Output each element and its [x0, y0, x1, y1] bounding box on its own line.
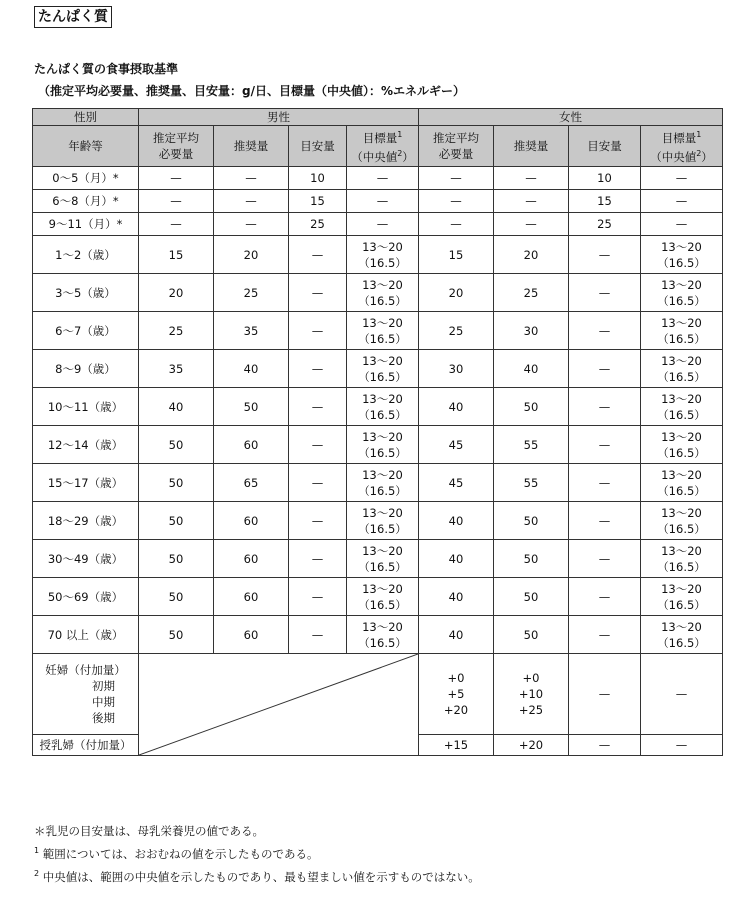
male-ai-cell: — — [289, 274, 347, 312]
male-ear-cell: 50 — [139, 502, 214, 540]
female-dg-cell: 13～20 （16.5） — [641, 274, 723, 312]
female-ai-cell: — — [569, 350, 641, 388]
male-ear-header — [139, 126, 214, 167]
female-ai-cell: 10 — [569, 167, 641, 190]
male-dg-cell: — — [347, 213, 419, 236]
male-ai-cell: — — [289, 388, 347, 426]
female-rda-header: 推奨量 — [494, 126, 569, 167]
table-row — [33, 190, 723, 213]
ear-label: 推定平均 必要量 — [153, 131, 199, 161]
footnote-1-text: 範囲については、おおむねの値を示したものである。 — [42, 846, 319, 861]
median-sup: 2 — [397, 149, 403, 158]
table-row — [33, 213, 723, 236]
male-dg-cell: 13～20 （16.5） — [347, 350, 419, 388]
stage-late: 後期 — [92, 711, 115, 725]
male-rda-cell: 60 — [214, 578, 289, 616]
female-dg-cell: 13～20 （16.5） — [641, 312, 723, 350]
female-ear-cell: 40 — [419, 578, 494, 616]
dg-sup: 1 — [397, 130, 403, 140]
male-ai-cell: — — [289, 464, 347, 502]
female-ai-cell: — — [569, 540, 641, 578]
male-ear-cell: 50 — [139, 464, 214, 502]
male-dg-cell: — — [347, 190, 419, 213]
diagonal-slash-cell — [139, 654, 419, 756]
male-rda-cell: — — [214, 213, 289, 236]
female-ai-cell: — — [569, 274, 641, 312]
age-cell: 15～17（歳） — [33, 464, 139, 502]
female-dg-cell: 13～20 （16.5） — [641, 388, 723, 426]
male-rda-cell: 60 — [214, 426, 289, 464]
pregnant-female-dg-cell: — — [641, 654, 723, 735]
lactating-female-rda-cell: +20 — [494, 735, 569, 756]
male-rda-cell: 20 — [214, 236, 289, 274]
female-ear-cell: 45 — [419, 464, 494, 502]
table-row — [33, 167, 723, 190]
male-ear-cell: 35 — [139, 350, 214, 388]
median-label: （中央値 — [650, 149, 697, 164]
age-cell: 70 以上（歳） — [33, 616, 139, 654]
age-header: 年齢等 — [33, 126, 139, 167]
male-ear-cell: — — [139, 213, 214, 236]
age-cell: 30～49（歳） — [33, 540, 139, 578]
male-dg-cell: 13～20 （16.5） — [347, 502, 419, 540]
male-ear-cell: 50 — [139, 426, 214, 464]
female-ear-cell: 15 — [419, 236, 494, 274]
female-dg-cell: 13～20 （16.5） — [641, 578, 723, 616]
median-close: ） — [402, 149, 414, 164]
male-rda-cell: — — [214, 190, 289, 213]
male-ai-cell: 10 — [289, 167, 347, 190]
female-dg-cell: 13～20 （16.5） — [641, 426, 723, 464]
female-ai-cell: — — [569, 502, 641, 540]
female-ai-header: 目安量 — [569, 126, 641, 167]
female-ai-cell: — — [569, 578, 641, 616]
male-ai-cell: — — [289, 312, 347, 350]
female-ear-cell: 40 — [419, 540, 494, 578]
female-ai-cell: — — [569, 426, 641, 464]
footnote-infant: ＊乳児の目安量は、母乳栄養児の値である。 — [34, 824, 264, 838]
table-row — [33, 312, 723, 350]
male-dg-cell: 13～20 （16.5） — [347, 616, 419, 654]
table-row — [33, 236, 723, 274]
female-rda-cell: 25 — [494, 274, 569, 312]
female-rda-cell: — — [494, 213, 569, 236]
female-dg-cell: 13～20 （16.5） — [641, 350, 723, 388]
female-dg-cell: 13～20 （16.5） — [641, 616, 723, 654]
female-ear-cell: — — [419, 190, 494, 213]
table-subtitle: （推定平均必要量、推奨量、目安量：g/日、目標量（中央値）：%エネルギー） — [38, 84, 465, 98]
female-ear-cell: 40 — [419, 388, 494, 426]
female-dg-cell: — — [641, 190, 723, 213]
female-rda-cell: 50 — [494, 616, 569, 654]
male-dg-cell: 13～20 （16.5） — [347, 426, 419, 464]
female-ai-cell: — — [569, 388, 641, 426]
female-ear-cell: 40 — [419, 616, 494, 654]
male-ear-cell: 40 — [139, 388, 214, 426]
age-cell: 6～8（月）* — [33, 190, 139, 213]
female-rda-cell: 30 — [494, 312, 569, 350]
lactating-female-ear-cell: +15 — [419, 735, 494, 756]
male-ai-cell: 15 — [289, 190, 347, 213]
male-ai-header: 目安量 — [289, 126, 347, 167]
age-cell: 8～9（歳） — [33, 350, 139, 388]
footnote-2-text: 中央値は、範囲の中央値を示したものであり、最も望ましい値を示すものではない。 — [42, 869, 480, 884]
preg-rda-late: +25 — [518, 703, 544, 717]
female-rda-cell: 50 — [494, 502, 569, 540]
pregnant-label: 妊婦（付加量） — [45, 663, 126, 677]
pregnant-female-ear-cell — [419, 654, 494, 735]
male-rda-cell: 50 — [214, 388, 289, 426]
age-cell: 6～7（歳） — [33, 312, 139, 350]
male-dg-cell: 13～20 （16.5） — [347, 540, 419, 578]
male-rda-cell: 40 — [214, 350, 289, 388]
preg-rda-mid: +10 — [518, 687, 544, 701]
female-header: 女性 — [419, 109, 723, 126]
male-ai-cell: — — [289, 236, 347, 274]
male-ai-cell: — — [289, 616, 347, 654]
female-ear-header — [419, 126, 494, 167]
female-rda-cell: 20 — [494, 236, 569, 274]
male-rda-cell: — — [214, 167, 289, 190]
female-ai-cell: 15 — [569, 190, 641, 213]
female-ear-cell: 30 — [419, 350, 494, 388]
table-row — [33, 274, 723, 312]
male-dg-cell: 13～20 （16.5） — [347, 236, 419, 274]
dg-label: 目標量 — [661, 131, 697, 145]
male-ai-cell: — — [289, 502, 347, 540]
table-row — [33, 578, 723, 616]
table-title: たんぱく質の食事摂取基準 — [34, 62, 179, 76]
age-cell: 3～5（歳） — [33, 274, 139, 312]
dg-label: 目標量 — [362, 131, 398, 145]
table-row — [33, 388, 723, 426]
female-rda-cell: — — [494, 167, 569, 190]
preg-ear-mid: +5 — [447, 687, 465, 701]
stage-mid: 中期 — [92, 695, 115, 709]
male-ai-cell: — — [289, 578, 347, 616]
male-rda-cell: 60 — [214, 502, 289, 540]
footnote-mark-1: 1 — [34, 846, 40, 855]
pregnant-row — [33, 654, 723, 735]
female-dg-cell: 13～20 （16.5） — [641, 236, 723, 274]
male-ear-cell: 50 — [139, 578, 214, 616]
male-rda-cell: 60 — [214, 540, 289, 578]
female-dg-cell: 13～20 （16.5） — [641, 540, 723, 578]
female-rda-cell: 55 — [494, 426, 569, 464]
age-cell: 18～29（歳） — [33, 502, 139, 540]
male-rda-cell: 60 — [214, 616, 289, 654]
male-rda-cell: 65 — [214, 464, 289, 502]
female-rda-cell: 50 — [494, 540, 569, 578]
female-dg-cell: — — [641, 213, 723, 236]
male-ear-cell: 50 — [139, 540, 214, 578]
male-ear-cell: 20 — [139, 274, 214, 312]
female-ai-cell: — — [569, 236, 641, 274]
sex-header: 性別 — [33, 109, 139, 126]
female-ai-cell: — — [569, 616, 641, 654]
preg-rda-early: +0 — [522, 671, 540, 685]
lactating-female-dg-cell: — — [641, 735, 723, 756]
age-cell: 50～69（歳） — [33, 578, 139, 616]
female-ai-cell: 25 — [569, 213, 641, 236]
age-cell: 0～5（月）* — [33, 167, 139, 190]
female-rda-cell: 40 — [494, 350, 569, 388]
diagonal-slash — [139, 654, 418, 755]
age-cell: 1～2（歳） — [33, 236, 139, 274]
male-ear-cell: 25 — [139, 312, 214, 350]
table-row — [33, 464, 723, 502]
table-row — [33, 350, 723, 388]
male-dg-cell: 13～20 （16.5） — [347, 274, 419, 312]
male-rda-cell: 25 — [214, 274, 289, 312]
male-rda-header: 推奨量 — [214, 126, 289, 167]
male-ai-cell: — — [289, 426, 347, 464]
male-dg-cell: 13～20 （16.5） — [347, 578, 419, 616]
male-ear-cell: — — [139, 190, 214, 213]
median-close: ） — [701, 149, 713, 164]
male-ai-cell: — — [289, 540, 347, 578]
footnote-2 — [34, 864, 480, 887]
female-ear-cell: — — [419, 167, 494, 190]
pregnant-label-cell — [33, 654, 139, 735]
male-header: 男性 — [139, 109, 419, 126]
age-cell: 12～14（歳） — [33, 426, 139, 464]
pregnant-female-rda-cell — [494, 654, 569, 735]
female-dg-cell: 13～20 （16.5） — [641, 464, 723, 502]
female-ear-cell: 45 — [419, 426, 494, 464]
table-row — [33, 426, 723, 464]
preg-ear-late: +20 — [443, 703, 469, 717]
preg-ear-early: +0 — [447, 671, 465, 685]
table-row — [33, 540, 723, 578]
page-title: たんぱく質 — [34, 6, 112, 28]
female-rda-cell: 50 — [494, 578, 569, 616]
median-label: （中央値 — [351, 149, 398, 164]
female-ear-cell: 40 — [419, 502, 494, 540]
age-cell: 9～11（月）* — [33, 213, 139, 236]
female-rda-cell: 50 — [494, 388, 569, 426]
female-dg-header — [641, 126, 723, 167]
table-row — [33, 502, 723, 540]
dg-sup: 1 — [696, 130, 702, 140]
male-rda-cell: 35 — [214, 312, 289, 350]
female-ear-cell: 20 — [419, 274, 494, 312]
ear-label: 推定平均 必要量 — [433, 131, 479, 161]
male-dg-cell: — — [347, 167, 419, 190]
male-ear-cell: 50 — [139, 616, 214, 654]
pregnant-female-ai-cell: — — [569, 654, 641, 735]
male-dg-cell: 13～20 （16.5） — [347, 464, 419, 502]
male-ai-cell: — — [289, 350, 347, 388]
footnotes — [34, 822, 480, 887]
female-ai-cell: — — [569, 464, 641, 502]
female-ear-cell: — — [419, 213, 494, 236]
footnote-1 — [34, 841, 480, 864]
protein-intake-table — [32, 108, 723, 756]
male-ear-cell: 15 — [139, 236, 214, 274]
male-ear-cell: — — [139, 167, 214, 190]
female-rda-cell: — — [494, 190, 569, 213]
male-dg-cell: 13～20 （16.5） — [347, 388, 419, 426]
male-dg-cell: 13～20 （16.5） — [347, 312, 419, 350]
age-cell: 10～11（歳） — [33, 388, 139, 426]
female-ear-cell: 25 — [419, 312, 494, 350]
female-rda-cell: 55 — [494, 464, 569, 502]
stage-early: 初期 — [92, 679, 115, 693]
female-dg-cell: 13～20 （16.5） — [641, 502, 723, 540]
lactating-label: 授乳婦（付加量） — [33, 735, 139, 756]
lactating-female-ai-cell: — — [569, 735, 641, 756]
female-dg-cell: — — [641, 167, 723, 190]
table-row — [33, 616, 723, 654]
male-ai-cell: 25 — [289, 213, 347, 236]
footnote-mark-2: 2 — [34, 868, 40, 878]
male-dg-header — [347, 126, 419, 167]
median-sup: 2 — [696, 149, 702, 158]
female-ai-cell: — — [569, 312, 641, 350]
